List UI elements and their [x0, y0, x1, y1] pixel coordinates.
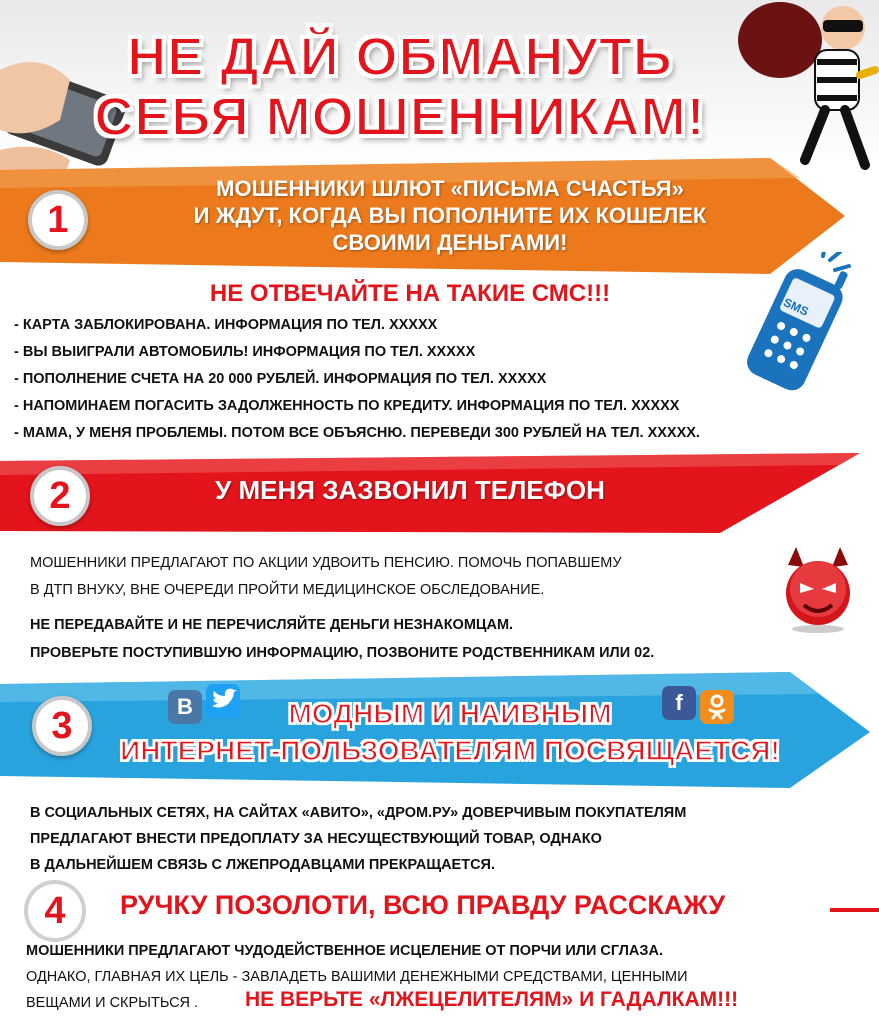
section1-warning: НЕ ОТВЕЧАЙТЕ НА ТАКИЕ СМС!!!: [209, 280, 611, 307]
section2-number-badge: 2: [30, 466, 90, 526]
section2-text-line2: В ДТП ВНУКУ, ВНЕ ОЧЕРЕДИ ПРОЙТИ МЕДИЦИНСКОЕ ОБСЛЕДОВАНИЕ.: [30, 582, 545, 598]
section4-text-line1: МОШЕННИКИ ПРЕДЛАГАЮТ ЧУДОДЕЙСТВЕННОЕ ИСЦЕЛЕНИЕ ОТ ПОРЧИ ИЛИ СГЛАЗА.: [26, 943, 663, 959]
list-item: - ВЫ ВЫИГРАЛИ АВТОМОБИЛЬ! ИНФОРМАЦИЯ ПО ТЕЛ. XXXXX: [14, 344, 476, 360]
list-item: - МАМА, У МЕНЯ ПРОБЛЕМЫ. ПОТОМ ВСЕ ОБЪЯСНЮ. ПЕРЕВЕДИ 300 РУБЛЕЙ НА ТЕЛ. XXXXX.: [14, 425, 700, 441]
odnoklassniki-icon: [700, 690, 734, 724]
list-item: - НАПОМИНАЕМ ПОГАСИТЬ ЗАДОЛЖЕННОСТЬ ПО КРЕДИТУ. ИНФОРМАЦИЯ ПО ТЕЛ. XXXXX: [14, 398, 680, 414]
section4-heading: РУЧКУ ПОЗОЛОТИ, ВСЮ ПРАВДУ РАССКАЖУ: [120, 890, 726, 920]
vk-icon: В: [168, 690, 202, 724]
page-title-line2: СЕБЯ МОШЕННИКАМ!: [94, 87, 706, 147]
section2-bold-line2: ПРОВЕРЬТЕ ПОСТУПИВШУЮ ИНФОРМАЦИЮ, ПОЗВОНИТЕ РОДСТВЕННИКАМ ИЛИ 02.: [30, 645, 655, 661]
section3-band-line2: ИНТЕРНЕТ-ПОЛЬЗОВАТЕЛЯМ ПОСВЯЩАЕТСЯ!: [120, 735, 780, 766]
page-title-line1: НЕ ДАЙ ОБМАНУТЬ: [127, 27, 673, 87]
list-item: - КАРТА ЗАБЛОКИРОВАНА. ИНФОРМАЦИЯ ПО ТЕЛ. XXXXX: [14, 317, 438, 333]
section3-number-badge: 3: [32, 696, 92, 756]
section1-number-badge: 1: [28, 190, 88, 250]
list-item: - ПОПОЛНЕНИЕ СЧЕТА НА 20 000 РУБЛЕЙ. ИНФОРМАЦИЯ ПО ТЕЛ. XXXXX: [14, 371, 547, 387]
section1-band-line3: СВОИМИ ДЕНЬГАМИ!: [332, 230, 568, 255]
section4-heading-rule: [830, 908, 879, 912]
sms-label: SMS: [781, 295, 811, 319]
section4-text-line3: ВЕЩАМИ И СКРЫТЬСЯ .: [26, 995, 199, 1011]
section3-text-line1: В СОЦИАЛЬНЫХ СЕТЯХ, НА САЙТАХ «АВИТО», «ДРОМ.РУ» ДОВЕРЧИВЫМ ПОКУПАТЕЛЯМ: [30, 805, 687, 821]
twitter-icon: [206, 684, 240, 718]
section4-text-line2: ОДНАКО, ГЛАВНАЯ ИХ ЦЕЛЬ - ЗАВЛАДЕТЬ ВАШИМИ ДЕНЕЖНЫМИ СРЕДСТВАМИ, ЦЕННЫМИ: [26, 969, 688, 985]
facebook-icon: f: [662, 686, 696, 720]
section3-band-line1: МОДНЫМ И НАИВНЫМ: [288, 698, 612, 729]
section3-text-line3: В ДАЛЬНЕЙШЕМ СВЯЗЬ С ЛЖЕПРОДАВЦАМИ ПРЕКРАЩАЕТСЯ.: [30, 857, 496, 873]
section4-number-badge: 4: [44, 890, 66, 932]
sms-phone-icon: [735, 252, 855, 397]
section1-band-line2: И ЖДУТ, КОГДА ВЫ ПОПОЛНИТЕ ИХ КОШЕЛЕК: [193, 203, 707, 228]
thief-illustration: [725, 0, 879, 175]
section1-band-line1: МОШЕННИКИ ШЛЮТ «ПИСЬМА СЧАСТЬЯ»: [216, 176, 684, 201]
section2-text-line1: МОШЕННИКИ ПРЕДЛАГАЮТ ПО АКЦИИ УДВОИТЬ ПЕНСИЮ. ПОМОЧЬ ПОПАВШЕМУ: [30, 555, 622, 571]
section2-bold-line1: НЕ ПЕРЕДАВАЙТЕ И НЕ ПЕРЕЧИСЛЯЙТЕ ДЕНЬГИ НЕЗНАКОМЦАМ.: [30, 617, 514, 633]
section3-text-line2: ПРЕДЛАГАЮТ ВНЕСТИ ПРЕДОПЛАТУ ЗА НЕСУЩЕСТВУЮЩИЙ ТОВАР, ОДНАКО: [30, 831, 602, 847]
section4-warning: НЕ ВЕРЬТЕ «ЛЖЕЦЕЛИТЕЛЯМ» И ГАДАЛКАМ!!!: [245, 988, 739, 1011]
section2-band-text: У МЕНЯ ЗАЗВОНИЛ ТЕЛЕФОН: [215, 475, 605, 505]
devil-emoji-icon: [778, 545, 858, 635]
section3-blue-band: [0, 672, 879, 790]
